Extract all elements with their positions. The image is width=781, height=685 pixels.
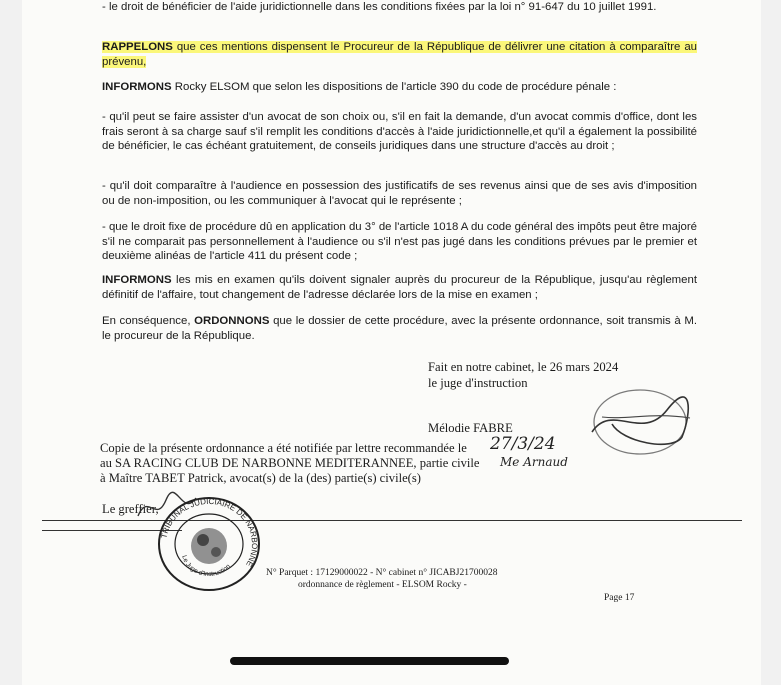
- copie-notifiee: Copie de la présente ordonnance a été notifiée par lettre recommandée le: [100, 441, 467, 455]
- partie-civile-club: au SA RACING CLUB DE NARBONNE MEDITERANNEE, partie civile: [100, 456, 480, 470]
- signataire-name: Mélodie FABRE: [428, 421, 513, 435]
- bullet-text: - qu'il doit comparaître à l'audience en possession des justificatifs de ses revenus ainsi que de ses avis d'imposition ou de non-imposition, ou les communiquer à l'avocat qui le représente ;: [102, 180, 697, 207]
- paragraph-aide-juridictionnelle: [102, 0, 697, 15]
- bullet-text: - que le droit fixe de procédure dû en application du 3° de l'article 1018 A du code général des impôts peut être majoré s'il ne comparait pas personnellement à l'audience ou s'il n'est pas jugé dans les conditions prévues par le premier et deuxième alinéas de l'article 411 du présent code ;: [102, 221, 697, 263]
- bullet-avocat: [102, 110, 697, 154]
- paragraph-text: - le droit de bénéficier de l'aide juridictionnelle dans les conditions fixées par la loi n° 91-647 du 10 juillet 1991.: [102, 1, 657, 13]
- seal-ring-text: TRIBUNAL JUDICIAIRE DE NARBONNE: [159, 496, 260, 569]
- separator-line: [42, 520, 742, 521]
- paragraph-informons-2: [102, 273, 697, 302]
- fait-en-cabinet: Fait en notre cabinet, le 26 mars 2024: [428, 360, 619, 374]
- home-indicator[interactable]: [230, 657, 509, 665]
- consequence-text: En conséquence,: [102, 315, 195, 327]
- keyword-informons: INFORMONS: [102, 274, 172, 286]
- bullet-revenus: [102, 179, 697, 208]
- informons-text: Rocky ELSOM que selon les dispositions de l'article 390 du code de procédure pénale :: [171, 81, 617, 93]
- paragraph-ordonnons: [102, 314, 697, 343]
- parquet-reference: N° Parquet : 17129000022 - N° cabinet n° JICABJ21700028: [266, 568, 498, 578]
- juge-instruction-label: le juge d'instruction: [428, 376, 528, 390]
- document-page: [22, 0, 761, 685]
- paragraph-informons-1: [102, 80, 697, 95]
- left-margin-bar: [0, 0, 23, 685]
- maitre-avocat: à Maître TABET Patrick, avocat(s) de la (des) partie(s) civile(s): [100, 471, 421, 485]
- keyword-informons: INFORMONS: [102, 81, 172, 93]
- highlighted-text: [102, 41, 697, 68]
- consequence-text: que le dossier de cette procédure, avec la présente ordonnance, soit transmis à M. le procureur de la République.: [102, 315, 697, 342]
- right-margin-bar: [760, 0, 781, 685]
- handwritten-annotation: Me Arnaud: [500, 455, 568, 469]
- keyword-ordonnons: ORDONNONS: [194, 315, 270, 327]
- bullet-droit-fixe: [102, 220, 697, 264]
- tribunal-seal: [154, 494, 264, 594]
- handwritten-date: 27/3/24: [490, 434, 556, 454]
- keyword-rappelons: RAPPELONS: [102, 41, 173, 53]
- rappelons-text: que ces mentions dispensent le Procureur de la République de délivrer une citation à comparaître au prévenu,: [102, 41, 697, 68]
- seal-inner-text: Le Juge d'Instruction: [180, 554, 232, 579]
- informons-text: les mis en examen qu'ils doivent signaler auprès du procureur de la République, jusqu'au règlement définitif de l'affaire, tout changement de l'adresse déclarée lors de la mise en examen ;: [102, 274, 697, 301]
- paragraph-rappelons: [102, 40, 697, 69]
- bullet-text: - qu'il peut se faire assister d'un avocat de son choix ou, s'il en fait la demande, d'un avocat commis d'office, dont les frais seront à sa charge sauf s'il remplit les conditions d'accès à l'aide juridictionnelle,et qu'il a également la possibilité de bénéficier, le cas échéant gratuitement, de conseils juridiques dans une structure d'accès au droit ;: [102, 111, 697, 153]
- page-number: Page 17: [604, 593, 635, 603]
- greffier-label: Le greffier,: [102, 502, 159, 516]
- judge-signature: [582, 382, 702, 462]
- ordonnance-reference: ordonnance de règlement - ELSOM Rocky -: [298, 580, 467, 590]
